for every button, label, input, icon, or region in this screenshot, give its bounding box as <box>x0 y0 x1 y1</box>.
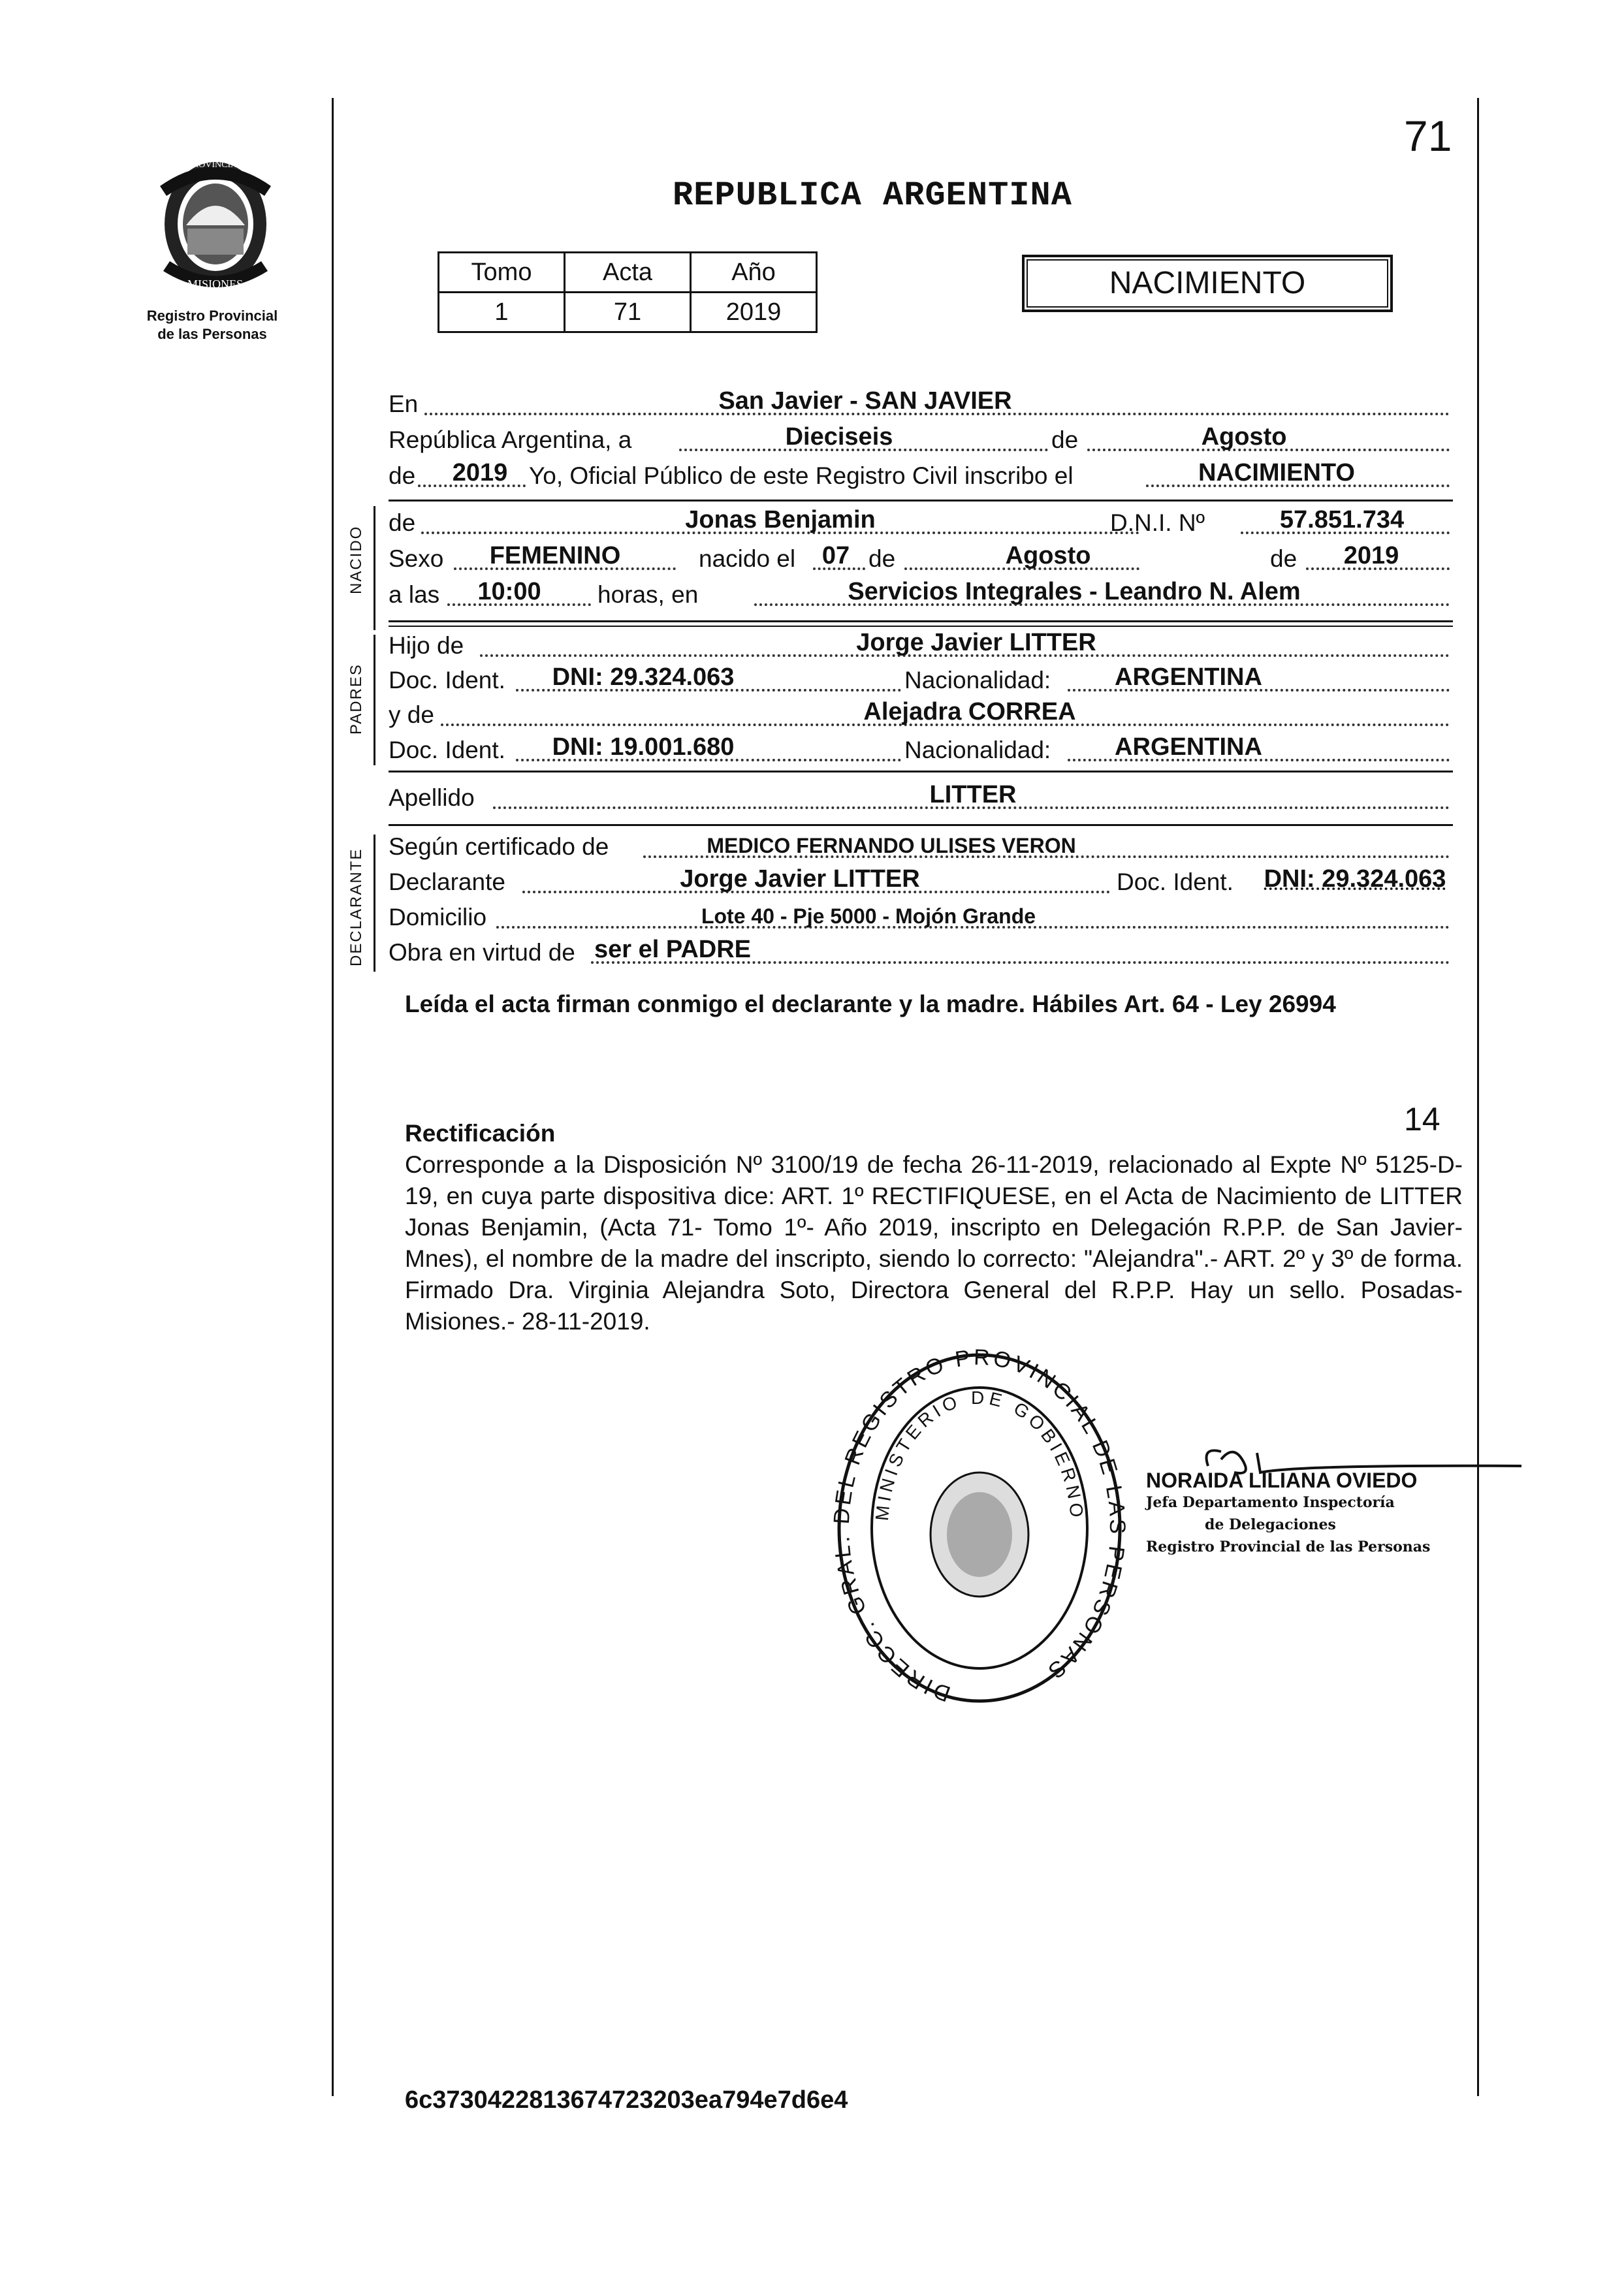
value-record-kind: NACIMIENTO <box>1198 459 1355 486</box>
section-bar-nacido <box>374 506 375 630</box>
crest-top-text: PROVINCIA DE <box>187 160 251 170</box>
table-header-ano: Año <box>691 253 817 293</box>
value-month-text: Agosto <box>1201 423 1287 451</box>
value-birth-day: 07 <box>821 542 850 569</box>
value-day-text: Dieciseis <box>785 423 893 451</box>
record-type-box: NACIMIENTO <box>1022 255 1393 312</box>
row-birth-time <box>389 576 1453 613</box>
divider <box>389 620 1453 622</box>
value-birth-place: Servicios Integrales - Leandro N. Alem <box>848 578 1301 605</box>
left-margin-line <box>332 98 334 2096</box>
label-birth-de2: de <box>1270 545 1298 572</box>
label-declarante: Declarante <box>389 868 505 895</box>
value-mother-nat: ARGENTINA <box>1115 733 1262 761</box>
signer-title-1: Jefa Departamento Inspectoría <box>1146 1494 1395 1511</box>
section-bar-padres <box>374 635 375 765</box>
value-child-dni: 57.851.734 <box>1279 506 1405 533</box>
value-father-doc: DNI: 29.324.063 <box>552 663 735 691</box>
page-title: REPUBLICA ARGENTINA <box>673 176 1072 215</box>
value-mother-name: Alejadra CORREA <box>863 698 1076 725</box>
rectification-body: Corresponde a la Disposición Nº 3100/19 de fecha 26-11-2019, relacionado al Expte Nº 5125-D-19, en cuya parte dispositiva dice: ART. 1º RECTIFIQUESE, en el Acta de Nacimiento de LITTER Jonas Benjamin, (Acta 71- Tomo 1º- Año 2019, inscripto en Delegación R.P.P. de San Javier-Mnes), el nombre de la madre del inscripto, siendo lo correcto: "Alejandra".- ART. 2º y 3º de forma. Firmado Dra. Virginia Alejandra Soto, Directora General del R.P.P. Hay un sello. Posadas- Misiones.- 28-11-2019. <box>405 1151 1463 1335</box>
label-apellido: Apellido <box>389 784 475 811</box>
row-declarant <box>389 863 1453 900</box>
record-table <box>438 251 818 333</box>
divider <box>389 824 1453 826</box>
label-child-de: de <box>389 509 416 536</box>
section-label-nacido: NACIDO <box>347 525 365 594</box>
label-de: de <box>1051 426 1079 453</box>
crest-bottom-text: MISIONES <box>187 278 244 291</box>
row-child-name <box>389 504 1453 541</box>
stamp-inner-text: MINISTERIO DE GOBIERNO <box>871 1387 1088 1522</box>
value-year: 2019 <box>452 459 508 486</box>
row-year <box>389 457 1453 494</box>
signer-title-2: de Delegaciones <box>1205 1516 1336 1533</box>
label-declarant-doc: Doc. Ident. <box>1117 868 1234 895</box>
value-birth-time: 10:00 <box>477 578 541 605</box>
value-mother-doc: DNI: 19.001.680 <box>552 733 735 761</box>
section-label-declarante: DECLARANTE <box>347 848 365 966</box>
value-father-nat: ARGENTINA <box>1115 663 1262 691</box>
table-value-ano: 2019 <box>691 293 817 332</box>
legal-note: Leída el acta firman conmigo el declarante y la madre. Hábiles Art. 64 - Ley 26994 <box>405 991 1336 1017</box>
divider <box>389 500 1453 501</box>
value-birth-year: 2019 <box>1343 542 1399 569</box>
province-crest <box>147 147 284 304</box>
right-margin-line <box>1477 98 1479 2096</box>
value-birth-month: Agosto <box>1005 542 1091 569</box>
label-hijo-de: Hijo de <box>389 632 464 659</box>
value-obra: ser el PADRE <box>594 936 752 963</box>
signer-block <box>1146 1469 1512 1558</box>
registry-label-line2: de las Personas <box>157 326 267 342</box>
signer-title-3: Registro Provincial de las Personas <box>1146 1538 1431 1555</box>
row-father <box>389 627 1453 663</box>
label-y-de: y de <box>389 701 434 728</box>
row-obra <box>389 934 1453 970</box>
label-mother-nat: Nacionalidad: <box>904 737 1051 763</box>
section-bar-declarante <box>374 835 375 972</box>
divider <box>389 771 1453 772</box>
label-nacido-el: nacido el <box>699 545 796 572</box>
label-mother-doc: Doc. Ident. <box>389 737 505 763</box>
rectification-heading: Rectificación <box>405 1120 556 1147</box>
value-address: Lote 40 - Pje 5000 - Mojón Grande <box>701 904 1036 928</box>
stamp-outer-text: DIRECC. GRAL. DEL REGISTRO PROVINCIAL DE LAS PERSONAS <box>829 1345 1130 1707</box>
label-en: En <box>389 390 419 417</box>
value-surname: LITTER <box>929 781 1017 808</box>
row-mother-doc <box>389 731 1453 768</box>
label-domicilio: Domicilio <box>389 904 487 931</box>
label-horas: horas, en <box>597 581 699 608</box>
row-mother <box>389 696 1453 733</box>
row-surname <box>389 779 1453 816</box>
label-birth-de: de <box>868 545 896 572</box>
rectification-number: 14 <box>1404 1101 1441 1138</box>
registry-label <box>134 307 291 343</box>
registry-label-line1: Registro Provincial <box>146 308 278 324</box>
value-father-name: Jorge Javier LITTER <box>856 629 1096 656</box>
label-certificado: Según certificado de <box>389 833 609 860</box>
row-father-doc <box>389 661 1453 698</box>
value-child-name: Jonas Benjamin <box>685 506 876 533</box>
official-stamp <box>829 1345 1130 1711</box>
table-header-tomo: Tomo <box>439 253 565 293</box>
document-hash: 6c3730422813674723203ea794e7d6e4 <box>405 2086 848 2114</box>
row-en <box>389 385 1453 422</box>
label-dni: D.N.I. Nº <box>1110 509 1205 536</box>
value-declarant-doc: DNI: 29.324.063 <box>1264 865 1446 893</box>
label-father-nat: Nacionalidad: <box>904 667 1051 693</box>
value-declarant: Jorge Javier LITTER <box>680 865 920 893</box>
table-value-acta: 71 <box>565 293 691 332</box>
table-value-tomo: 1 <box>439 293 565 332</box>
label-a-las: a las <box>389 581 440 608</box>
label-republica: República Argentina, a <box>389 426 632 453</box>
table-header-acta: Acta <box>565 253 691 293</box>
label-year-prefix: de <box>389 462 416 489</box>
row-sex-birth <box>389 540 1453 577</box>
signer-name: NORAIDA LILIANA OVIEDO <box>1146 1469 1418 1492</box>
section-label-padres: PADRES <box>347 663 365 735</box>
label-obra: Obra en virtud de <box>389 939 575 966</box>
row-date <box>389 421 1453 458</box>
value-sexo: FEMENINO <box>489 542 621 569</box>
row-address <box>389 899 1453 935</box>
value-certificate: MEDICO FERNANDO ULISES VERON <box>707 834 1076 857</box>
label-sexo: Sexo <box>389 545 444 572</box>
value-place: San Javier - SAN JAVIER <box>718 387 1012 415</box>
row-certificate <box>389 828 1453 865</box>
label-inscribo: Yo, Oficial Público de este Registro Civil inscribo el <box>529 462 1074 489</box>
page-number: 71 <box>1404 112 1452 160</box>
label-father-doc: Doc. Ident. <box>389 667 505 693</box>
